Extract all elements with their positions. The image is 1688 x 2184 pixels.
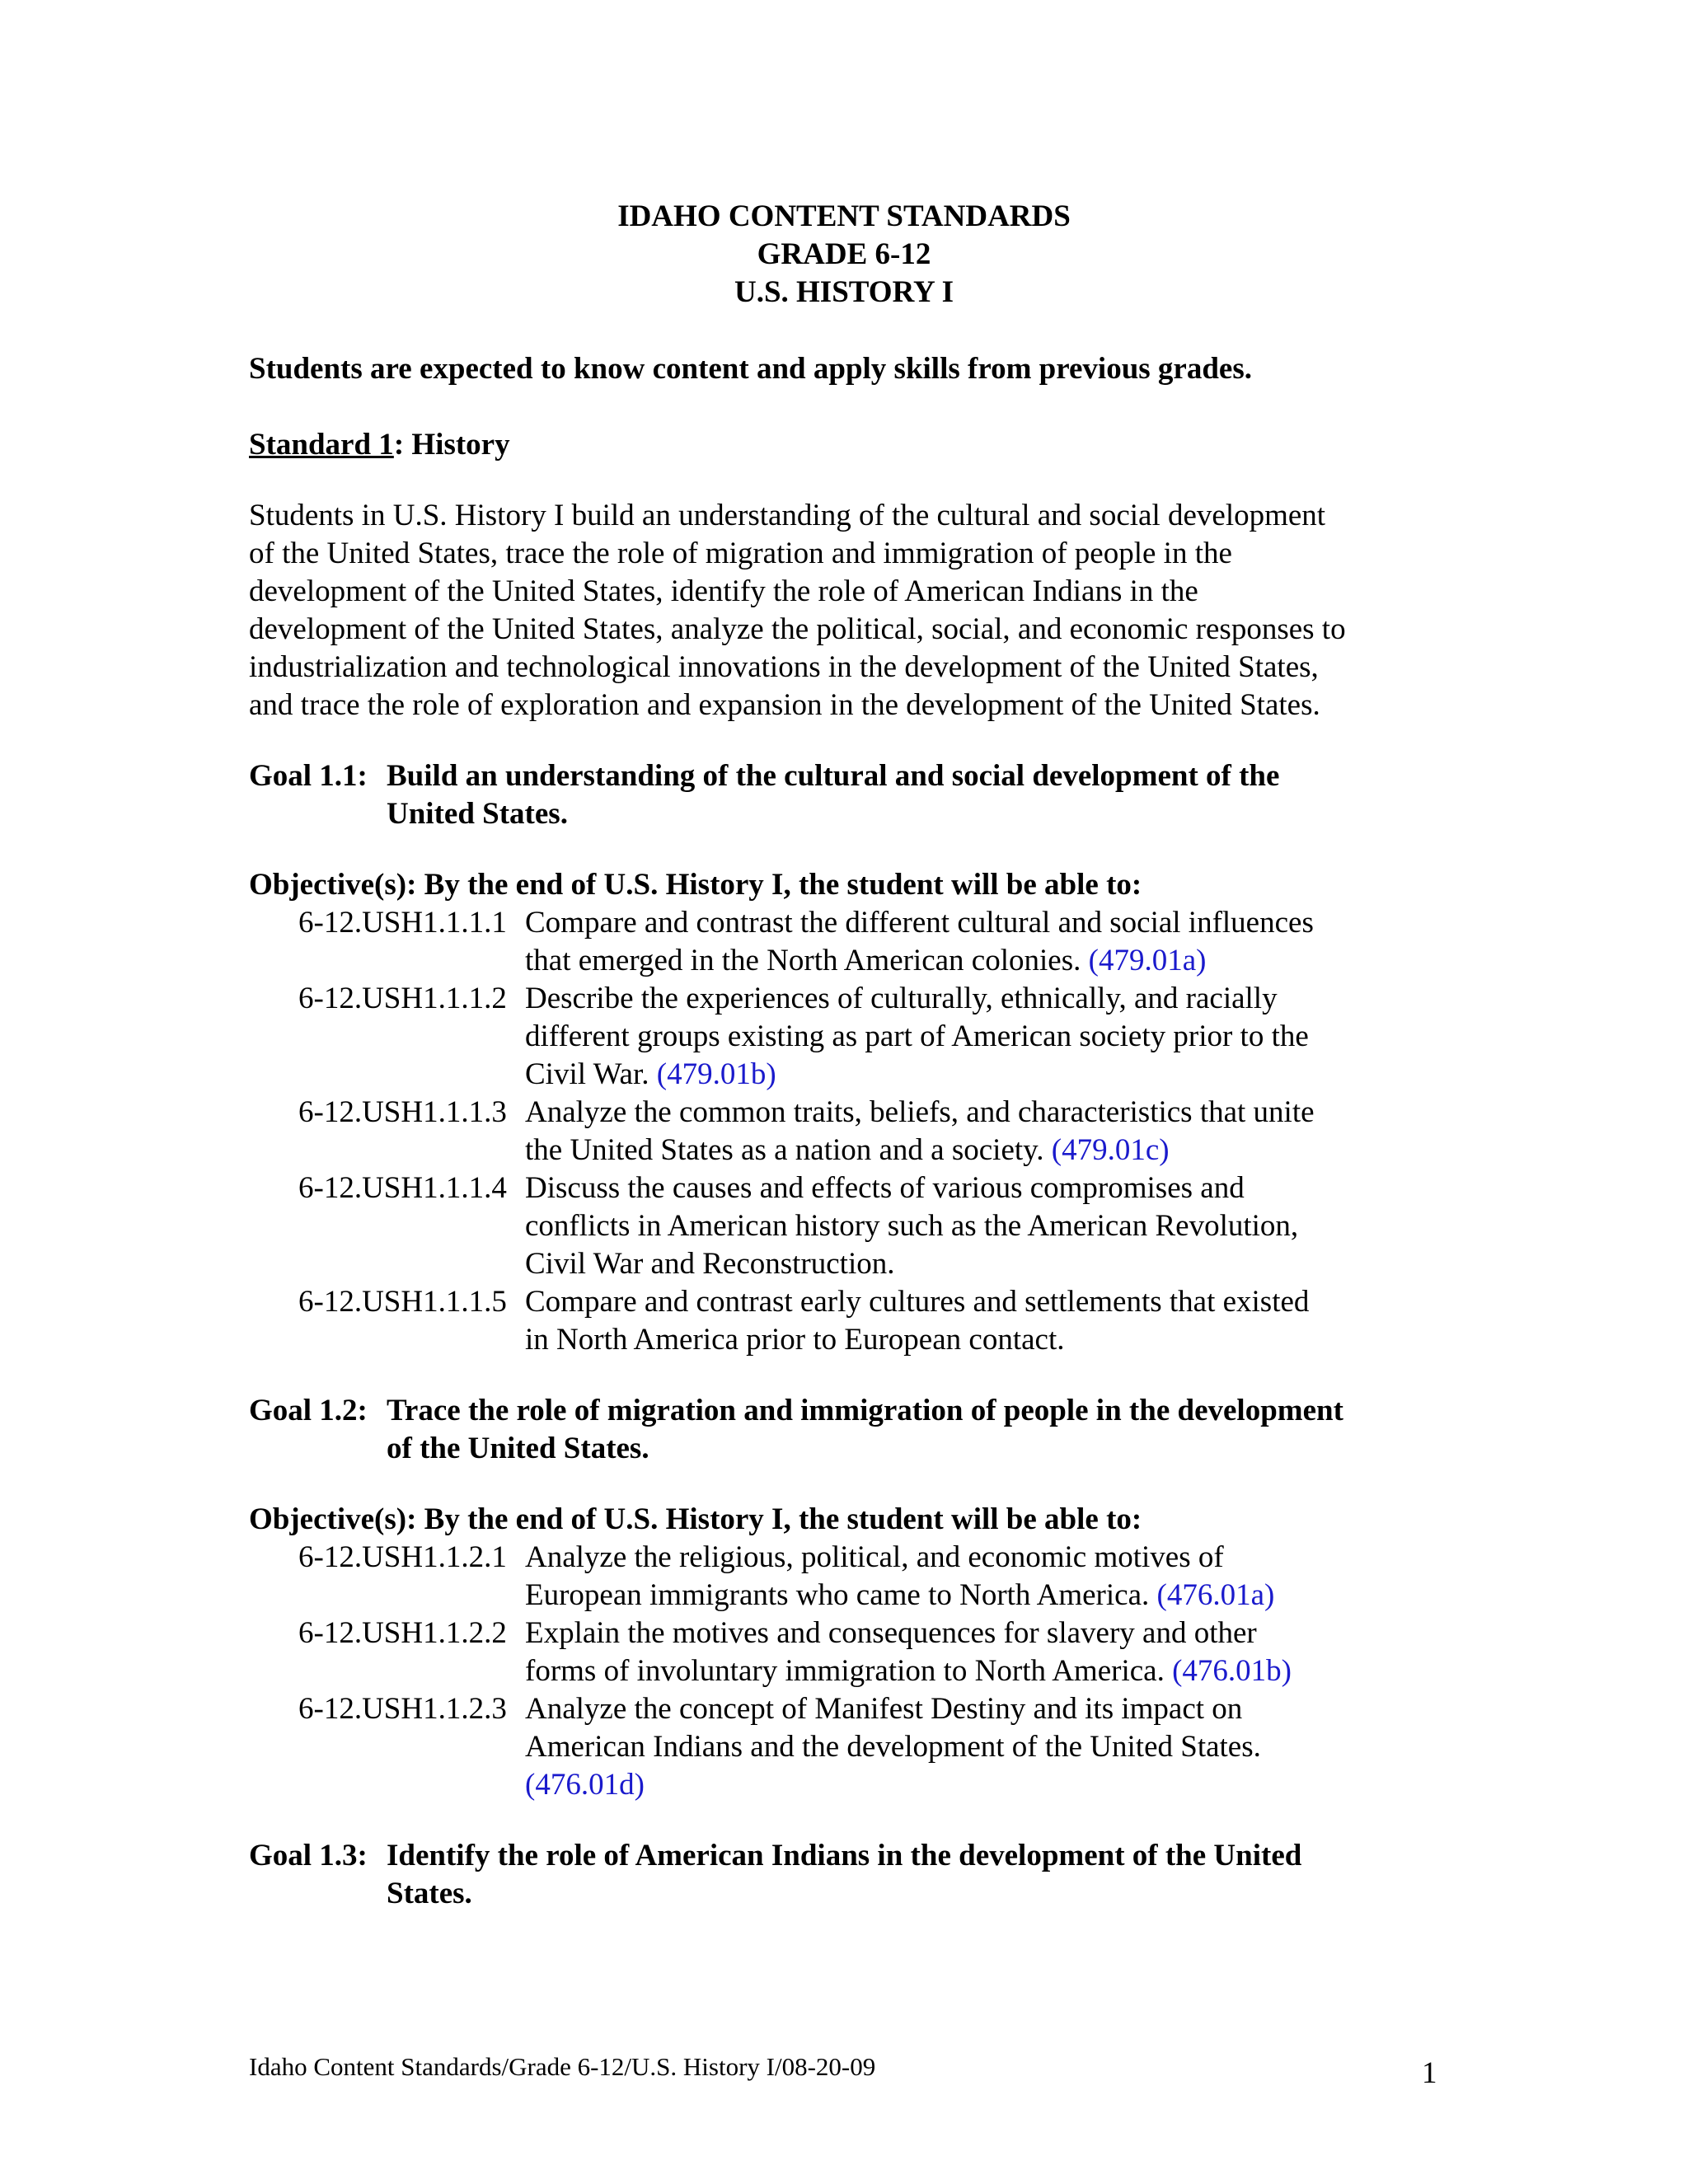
- objective-description: Analyze the common traits, beliefs, and characteristics that unite the United States as a nation and a society.: [525, 1095, 1315, 1167]
- objective-text: [525, 1615, 1469, 1690]
- reference-code: (476.01d): [525, 1768, 645, 1802]
- standard-heading: [249, 426, 1469, 464]
- document-title: [0, 198, 1688, 312]
- objective-text: [525, 1539, 1469, 1615]
- objective-code: 6-12.USH1.1.1.3: [298, 1095, 507, 1129]
- reference-code: (479.01b): [656, 1057, 776, 1091]
- reference-code: (479.01c): [1051, 1133, 1170, 1167]
- objective-description: Describe the experiences of culturally, ethnically, and racially different groups existing as part of American society prior to the Civil War.: [525, 982, 1309, 1091]
- objective-list: [249, 904, 1469, 1359]
- reference-code: (479.01a): [1088, 944, 1207, 977]
- objective-item: [249, 1615, 1469, 1690]
- objective-text: [525, 904, 1469, 980]
- goal-text: Trace the role of migration and immigration of people in the development of the United States.: [387, 1394, 1343, 1465]
- objective-text: [525, 1283, 1469, 1359]
- objective-code: 6-12.USH1.1.2.3: [298, 1692, 507, 1726]
- goal-label: Goal 1.3:: [249, 1839, 368, 1872]
- page-number: 1: [1422, 2056, 1437, 2090]
- standard-description: Students in U.S. History I build an understanding of the cultural and social development of the United States, trace the role of migration and immigration of people in the development of the United States, identify the role of American Indians in the development of the United States, analyze the political, social, and economic responses to industrialization and technological innovations in the development of the United States, and trace the role of exploration and expansion in the development of the United States.: [249, 499, 1346, 722]
- reference-code: (476.01a): [1156, 1578, 1275, 1612]
- standard-subject: : History: [393, 428, 510, 462]
- objective-item: [249, 1539, 1469, 1615]
- reference-code: (476.01b): [1172, 1654, 1292, 1688]
- objective-item: [249, 1094, 1469, 1169]
- objective-code: 6-12.USH1.1.1.2: [298, 982, 507, 1015]
- objective-text: [525, 1169, 1469, 1283]
- objectives-heading: Objective(s): By the end of U.S. History I, the student will be able to:: [249, 868, 1142, 902]
- objective-description: Compare and contrast the different cultural and social influences that emerged in the North American colonies.: [525, 906, 1314, 977]
- goal-label: Goal 1.2:: [249, 1394, 368, 1427]
- goal-heading: [249, 1837, 1469, 1913]
- objective-item: [249, 1283, 1469, 1359]
- objective-code: 6-12.USH1.1.1.4: [298, 1171, 507, 1205]
- page-footer: Idaho Content Standards/Grade 6-12/U.S. History I/08-20-09: [249, 2052, 876, 2081]
- intro-statement: Students are expected to know content and apply skills from previous grades.: [249, 352, 1252, 386]
- goal-heading: [249, 1392, 1469, 1468]
- objective-item: [249, 980, 1469, 1094]
- objective-text: [525, 1690, 1469, 1804]
- objective-code: 6-12.USH1.1.1.5: [298, 1285, 507, 1319]
- objective-item: [249, 1690, 1469, 1804]
- objective-description: Analyze the concept of Manifest Destiny and its impact on American Indians and the development of the United States.: [525, 1692, 1261, 1764]
- objective-description: Compare and contrast early cultures and settlements that existed in North America prior to European contact.: [525, 1285, 1310, 1357]
- title-line: GRADE 6-12: [757, 237, 931, 271]
- goal-label: Goal 1.1:: [249, 759, 368, 793]
- standard-label: Standard 1: [249, 428, 394, 462]
- objectives-heading: Objective(s): By the end of U.S. History I, the student will be able to:: [249, 1502, 1142, 1536]
- document-body: [249, 350, 1469, 1946]
- objective-description: Discuss the causes and effects of various compromises and conflicts in American history such as the American Revolution, Civil War and Reconstruction.: [525, 1171, 1299, 1281]
- objective-text: [525, 1094, 1469, 1169]
- objective-list: [249, 1539, 1469, 1804]
- goal-text: Identify the role of American Indians in the development of the United States.: [387, 1839, 1302, 1910]
- title-line: U.S. HISTORY I: [734, 275, 954, 309]
- title-line: IDAHO CONTENT STANDARDS: [617, 199, 1071, 233]
- objective-description: Analyze the religious, political, and economic motives of European immigrants who came to North America.: [525, 1540, 1224, 1612]
- goal-text: Build an understanding of the cultural and social development of the United States.: [387, 759, 1280, 831]
- objective-item: [249, 904, 1469, 980]
- objective-code: 6-12.USH1.1.2.2: [298, 1616, 507, 1650]
- objective-code: 6-12.USH1.1.1.1: [298, 906, 507, 940]
- objective-code: 6-12.USH1.1.2.1: [298, 1540, 507, 1574]
- objective-text: [525, 980, 1469, 1094]
- objective-description: Explain the motives and consequences for slavery and other forms of involuntary immigration to North America.: [525, 1616, 1257, 1688]
- objective-item: [249, 1169, 1469, 1283]
- goal-heading: [249, 757, 1469, 833]
